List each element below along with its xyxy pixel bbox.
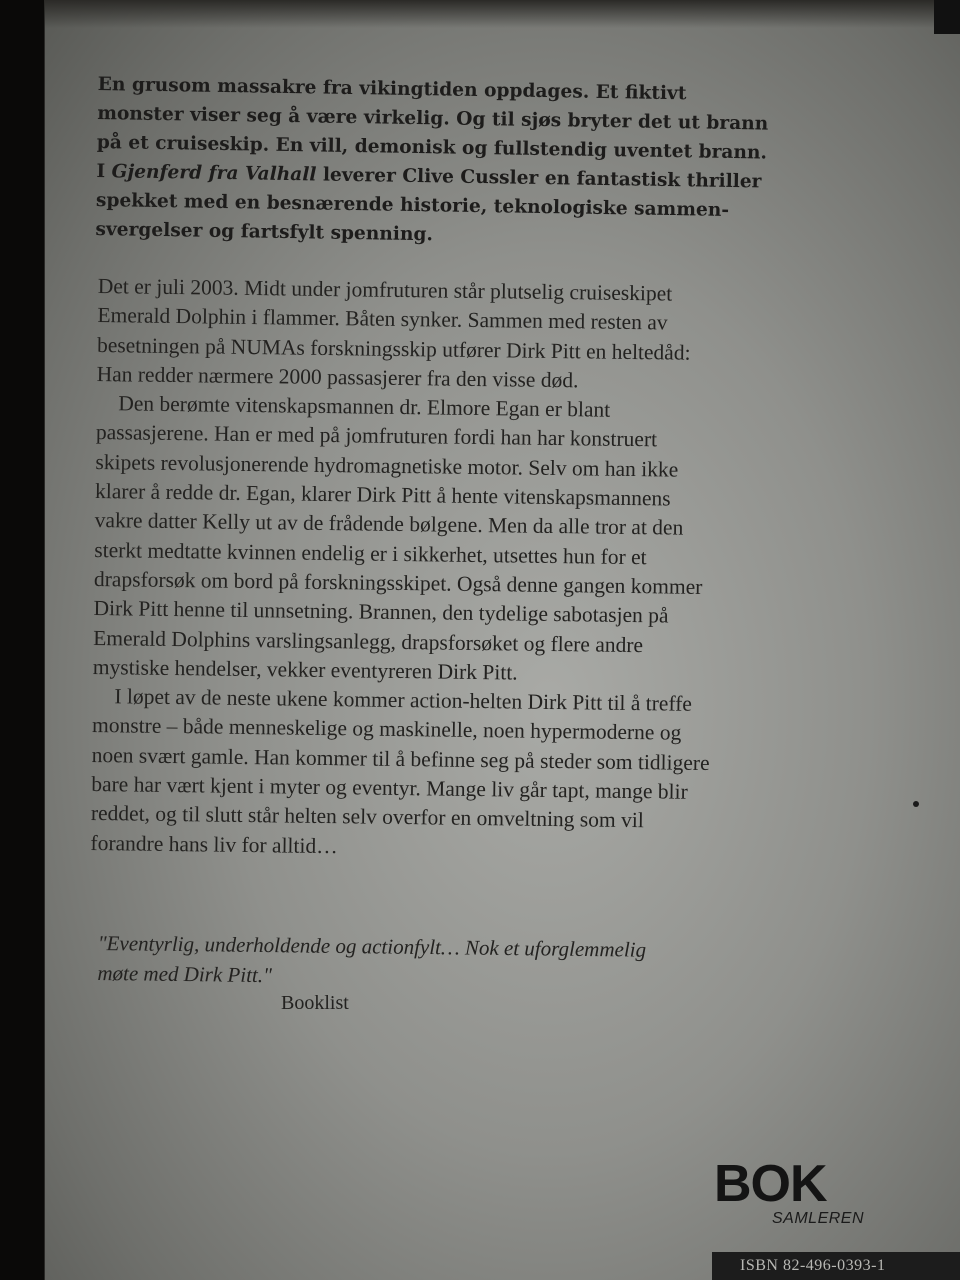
synopsis-paragraph-1 xyxy=(96,272,857,399)
text-line: Det er juli 2003. Midt under jomfruturen står plutselig cruiseskipet xyxy=(97,273,673,306)
text-line: Dirk Pitt henne til unnsetning. Brannen, den tydelige sabotasjen på xyxy=(93,596,669,628)
blurb-paragraph xyxy=(95,70,858,256)
text-line: Han redder nærmere 2000 passasjerer fra den visse død. xyxy=(96,361,579,393)
blurb-line: monster viser seg å være virkelig. Og til sjøs bryter det ut brann xyxy=(97,102,769,135)
text-line: Emerald Dolphins varslingsanlegg, drapsforsøket og flere andre xyxy=(93,625,644,657)
blurb-line: på et cruiseskip. En vill, demonisk og fullstendig uventet brann. xyxy=(96,131,768,164)
text-line: bare har vært kjent i myter og eventyr. Mange liv går tapt, mange blir xyxy=(91,772,688,804)
synopsis xyxy=(90,272,858,868)
quote-line: "Eventyrlig, underholdende og actionfylt… Nok et uforglemmelig xyxy=(97,930,647,962)
text-line: besetningen på NUMAs forskningsskip utfører Dirk Pitt en heltedåd: xyxy=(96,332,691,365)
text-line: klarer å redde dr. Egan, klarer Dirk Pitt å hente vitenskapsmannens xyxy=(94,479,671,511)
blurb-line: En grusom massakre fra vikingtiden oppdages. Et fiktivt xyxy=(97,73,687,105)
text-line: noen svært gamle. Han kommer til å befinne seg på steder som tidligere xyxy=(91,742,710,775)
text-line: drapsforsøk om bord på forskningsskipet. Også denne gangen kommer xyxy=(93,566,703,599)
book-title-italic: Gjenferd fra Valhall xyxy=(111,161,317,186)
dust-speck xyxy=(913,801,919,807)
text-line: Den berømte vitenskapsmannen dr. Elmore Egan er blant xyxy=(118,391,611,422)
text-line: sterkt medtatte kvinnen endelig er i sikkerhet, utsettes hun for et xyxy=(94,537,647,569)
cover-top-shadow xyxy=(44,0,960,28)
text-line: mystiske hendelser, vekker eventyreren Dirk Pitt. xyxy=(92,654,518,685)
text-line: Emerald Dolphin i flammer. Båten synker. Sammen med resten av xyxy=(97,303,668,335)
review-quote xyxy=(97,928,858,997)
text-line: forandre hans liv for alltid… xyxy=(90,830,338,858)
publisher-logo-sub: SAMLEREN xyxy=(772,1210,865,1227)
review-source: Booklist xyxy=(281,992,349,1014)
blurb-fragment: I xyxy=(96,160,112,183)
text-line: reddet, og til slutt står helten selv overfor en omveltning som vil xyxy=(90,801,644,833)
blurb-line: spekket med en besnærende historie, teknologiske sammen- xyxy=(95,189,730,221)
synopsis-paragraph-3 xyxy=(90,682,852,868)
publisher-logo-main: BOK xyxy=(714,1155,827,1213)
text-line: passasjerene. Han er med på jomfruturen fordi han har konstruert xyxy=(95,420,658,452)
quote-line: møte med Dirk Pitt." xyxy=(97,960,273,988)
text-line: I løpet av de neste ukene kommer action-helten Dirk Pitt til å treffe xyxy=(114,684,693,716)
synopsis-paragraph-2 xyxy=(93,389,857,692)
blurb-line: svergelser og fartsfylt spenning. xyxy=(95,218,434,246)
isbn-number: ISBN 82-496-0393-1 xyxy=(740,1257,886,1274)
text-line: vakre datter Kelly ut av de frådende bølgene. Men da alle tror at den xyxy=(94,508,684,541)
text-line: skipets revolusjonerende hydromagnetiske motor. Selv om han ikke xyxy=(95,449,679,482)
corner-shadow xyxy=(934,0,960,34)
text-line: monstre – både menneskelige og maskinelle, noen hypermoderne og xyxy=(91,713,682,746)
blurb-fragment: leverer Clive Cussler en fantastisk thriller xyxy=(316,164,762,193)
